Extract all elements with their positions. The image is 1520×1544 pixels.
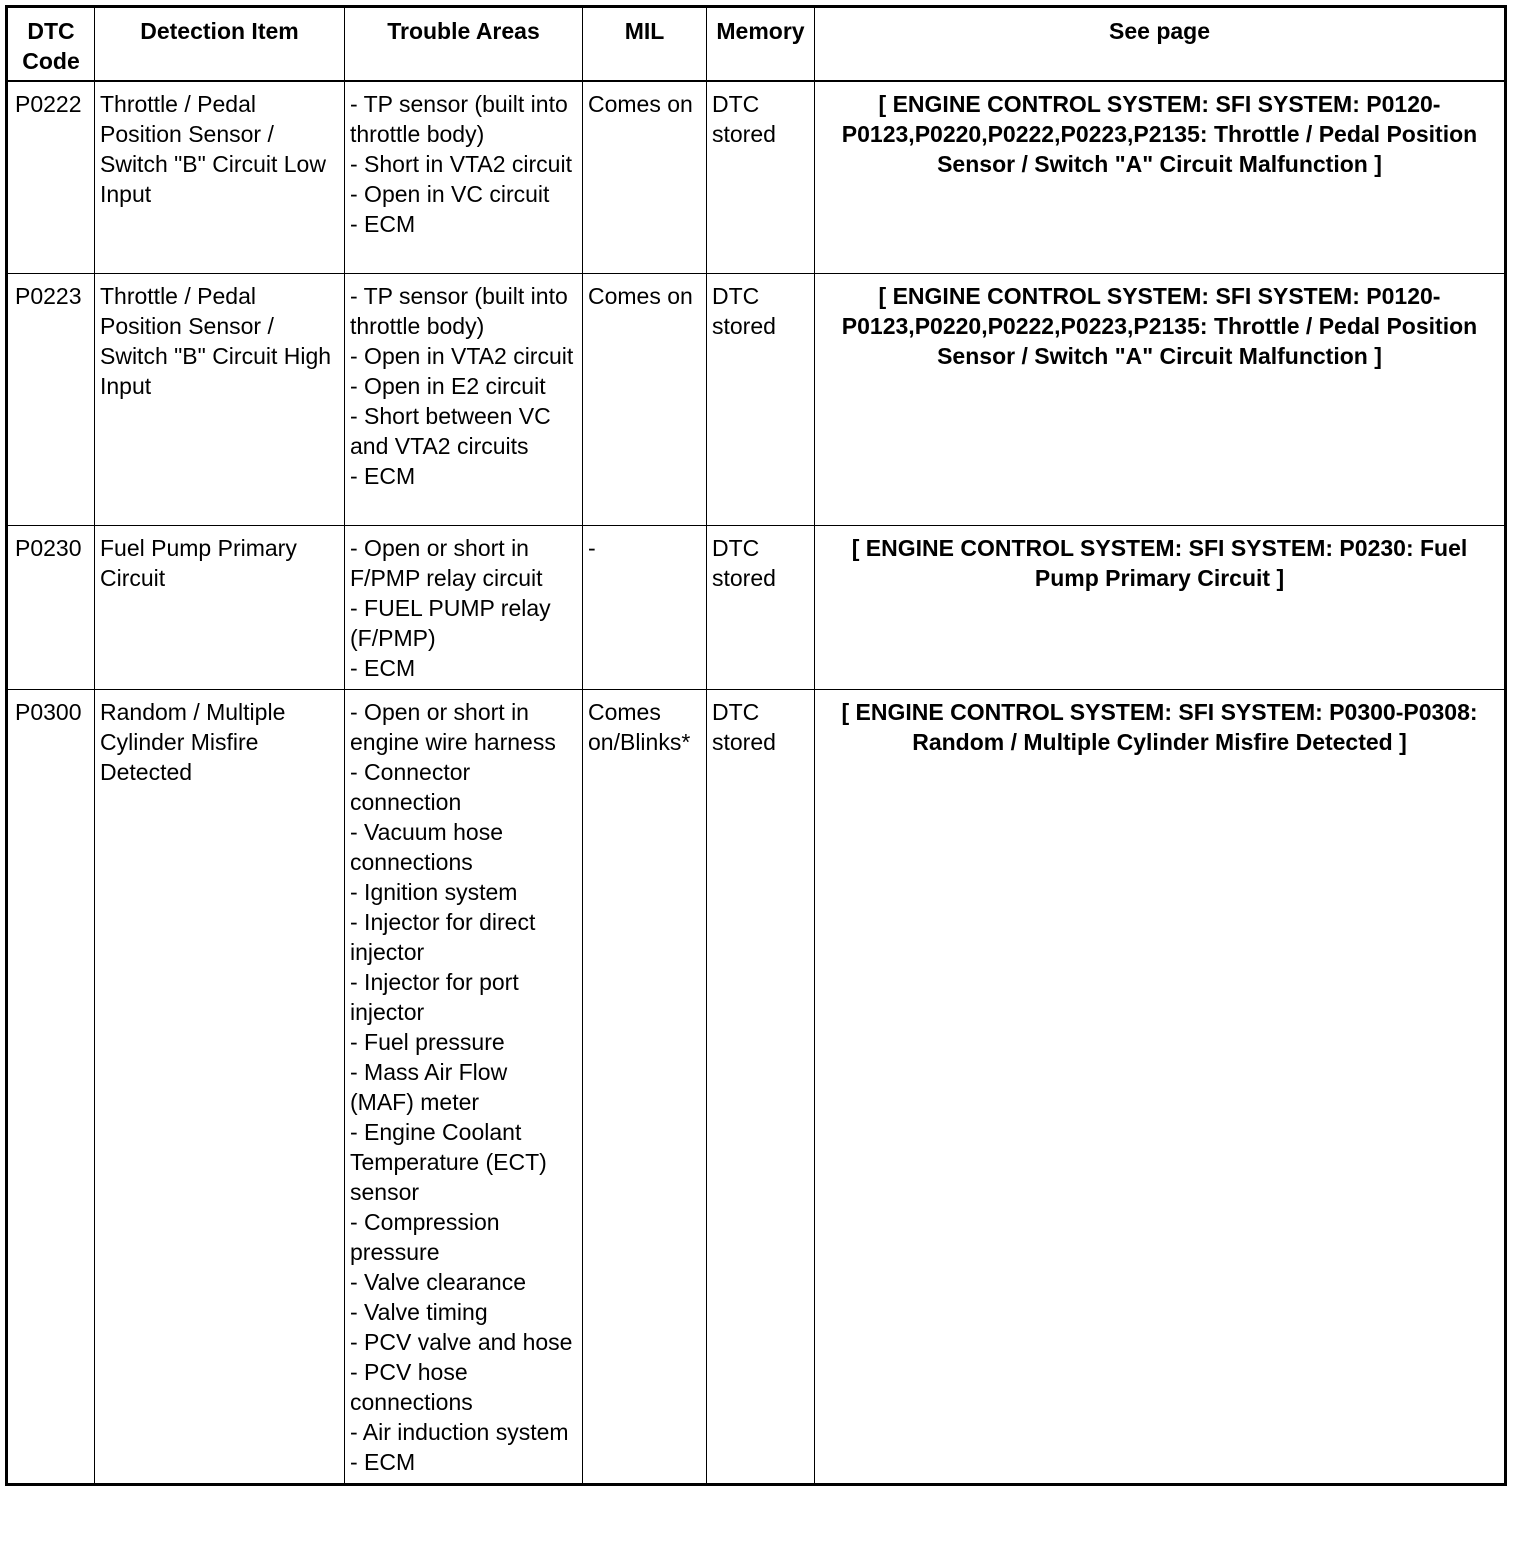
cell-memory: DTC stored [707,689,815,1484]
cell-dtc-code: P0223 [7,273,95,525]
cell-mil: - [583,525,707,689]
cell-see-page-link[interactable]: [ ENGINE CONTROL SYSTEM: SFI SYSTEM: P0120-P0123,P0220,P0222,P0223,P2135: Throttle / Pedal Position Sensor / Switch "A" Circuit Malfunction ] [815,81,1506,273]
cell-see-page-link[interactable]: [ ENGINE CONTROL SYSTEM: SFI SYSTEM: P0300-P0308: Random / Multiple Cylinder Misfire Detected ] [815,689,1506,1484]
cell-trouble-areas: - TP sensor (built into throttle body) - Open in VTA2 circuit - Open in E2 circuit - Short between VC and VTA2 circuits - ECM [345,273,583,525]
cell-memory: DTC stored [707,273,815,525]
header-memory: Memory [707,7,815,82]
header-mil: MIL [583,7,707,82]
header-detection-item: Detection Item [95,7,345,82]
table-header [7,7,1506,82]
cell-detection-item: Fuel Pump Primary Circuit [95,525,345,689]
cell-see-page-link[interactable]: [ ENGINE CONTROL SYSTEM: SFI SYSTEM: P0120-P0123,P0220,P0222,P0223,P2135: Throttle / Pedal Position Sensor / Switch "A" Circuit Malfunction ] [815,273,1506,525]
cell-mil: Comes on/Blinks* [583,689,707,1484]
cell-detection-item: Throttle / Pedal Position Sensor / Switch "B" Circuit Low Input [95,81,345,273]
cell-trouble-areas: - Open or short in engine wire harness - Connector connection - Vacuum hose connections - Ignition system - Injector for direct injector - Injector for port injector - Fuel pressure - Mass Air Flow (MAF) meter - Engine Coolant Temperature (ECT) sensor - Compression pressure - Valve clearance - Valve timing - PCV valve and hose - PCV hose connections - Air induction system - ECM [345,689,583,1484]
table-row [7,525,1506,689]
cell-memory: DTC stored [707,525,815,689]
cell-trouble-areas: - Open or short in F/PMP relay circuit - FUEL PUMP relay (F/PMP) - ECM [345,525,583,689]
header-row [7,7,1506,82]
cell-trouble-areas: - TP sensor (built into throttle body) - Short in VTA2 circuit - Open in VC circuit - ECM [345,81,583,273]
cell-mil: Comes on [583,81,707,273]
cell-detection-item: Throttle / Pedal Position Sensor / Switch "B" Circuit High Input [95,273,345,525]
cell-see-page-link[interactable]: [ ENGINE CONTROL SYSTEM: SFI SYSTEM: P0230: Fuel Pump Primary Circuit ] [815,525,1506,689]
table-body [7,81,1506,1484]
table-row [7,273,1506,525]
cell-dtc-code: P0222 [7,81,95,273]
table-row [7,689,1506,1484]
cell-dtc-code: P0230 [7,525,95,689]
cell-detection-item: Random / Multiple Cylinder Misfire Detected [95,689,345,1484]
cell-dtc-code: P0300 [7,689,95,1484]
cell-memory: DTC stored [707,81,815,273]
header-trouble-areas: Trouble Areas [345,7,583,82]
dtc-table [5,5,1507,1486]
table-row [7,81,1506,273]
header-dtc-code: DTC Code [7,7,95,82]
cell-mil: Comes on [583,273,707,525]
header-see-page: See page [815,7,1506,82]
